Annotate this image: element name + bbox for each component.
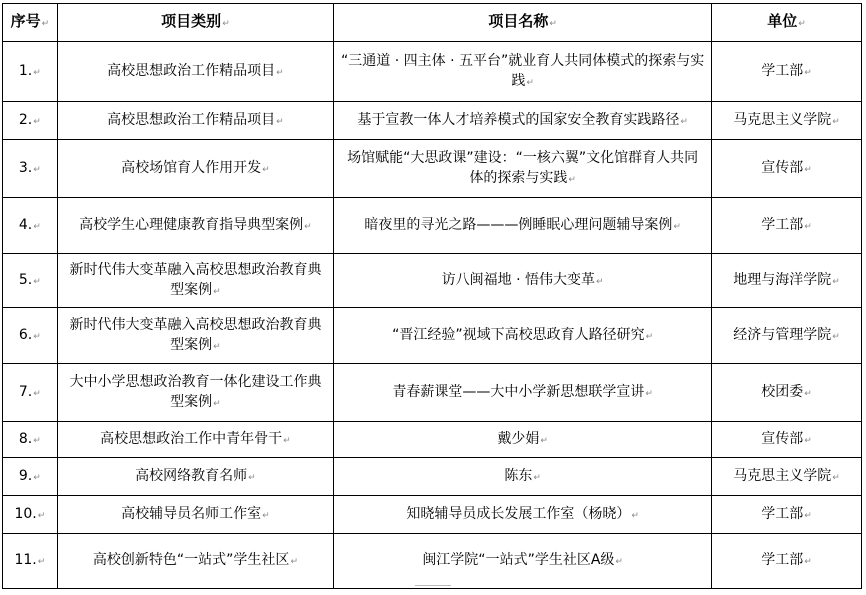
cell-category: 高校思想政治工作精品项目↵	[57, 102, 334, 140]
cell-name: “三通道 · 四主体 · 五平台”就业育人共同体模式的探索与实践↵	[334, 42, 712, 102]
cell-category: 高校学生心理健康教育指导典型案例↵	[57, 198, 334, 254]
cell-unit: 经济与管理学院↵	[712, 308, 862, 364]
cell-no: 4.↵	[3, 198, 58, 254]
cell-name: 访八闽福地 · 悟伟大变革↵	[334, 254, 712, 308]
cell-category: 高校思想政治工作精品项目↵	[57, 42, 334, 102]
cell-category: 高校创新特色“一站式”学生社区↵	[57, 534, 334, 589]
header-unit: 单位↵	[712, 4, 862, 42]
table-row	[3, 102, 862, 140]
table-row	[3, 308, 862, 364]
cell-name: “晋江经验”视域下高校思政育人路径研究↵	[334, 308, 712, 364]
cell-category: 大中小学思想政治教育一体化建设工作典型案例↵	[57, 364, 334, 422]
page-break-mark	[415, 585, 451, 594]
cell-unit: 学工部↵	[712, 198, 862, 254]
header-category: 项目类别↵	[57, 4, 334, 42]
table-row	[3, 422, 862, 458]
cell-name: 场馆赋能“大思政课”建设：“一核六翼”文化馆群育人共同体的探索与实践↵	[334, 140, 712, 198]
table-body	[3, 42, 862, 589]
cell-unit: 学工部↵	[712, 42, 862, 102]
cell-unit: 地理与海洋学院↵	[712, 254, 862, 308]
table-row	[3, 534, 862, 589]
header-name: 项目名称↵	[334, 4, 712, 42]
table-row	[3, 458, 862, 496]
cell-no: 9.↵	[3, 458, 58, 496]
cell-no: 5.↵	[3, 254, 58, 308]
table-row	[3, 140, 862, 198]
table-row	[3, 496, 862, 534]
cell-unit: 宣传部↵	[712, 140, 862, 198]
cell-no: 7.↵	[3, 364, 58, 422]
cell-category: 高校辅导员名师工作室↵	[57, 496, 334, 534]
cell-category: 高校思想政治工作中青年骨干↵	[57, 422, 334, 458]
cell-no: 10.↵	[3, 496, 58, 534]
cell-unit: 马克思主义学院↵	[712, 102, 862, 140]
cell-unit: 学工部↵	[712, 496, 862, 534]
cell-name: 闽江学院“一站式”学生社区A级↵	[334, 534, 712, 589]
cell-category: 新时代伟大变革融入高校思想政治教育典型案例↵	[57, 254, 334, 308]
cell-unit: 马克思主义学院↵	[712, 458, 862, 496]
cell-no: 3.↵	[3, 140, 58, 198]
cell-no: 8.↵	[3, 422, 58, 458]
cell-name: 陈东↵	[334, 458, 712, 496]
project-table	[2, 3, 862, 589]
table-row	[3, 364, 862, 422]
cell-name: 知晓辅导员成长发展工作室（杨晓）↵	[334, 496, 712, 534]
table-row	[3, 254, 862, 308]
cell-category: 新时代伟大变革融入高校思想政治教育典型案例↵	[57, 308, 334, 364]
cell-name: 基于宣教一体人才培养模式的国家安全教育实践路径↵	[334, 102, 712, 140]
header-no: 序号↵	[3, 4, 58, 42]
cell-name: 暗夜里的寻光之路———例睡眠心理问题辅导案例↵	[334, 198, 712, 254]
table-row	[3, 42, 862, 102]
cell-unit: 宣传部↵	[712, 422, 862, 458]
cell-category: 高校网络教育名师↵	[57, 458, 334, 496]
cell-no: 2.↵	[3, 102, 58, 140]
cell-name: 戴少娟↵	[334, 422, 712, 458]
cell-no: 6.↵	[3, 308, 58, 364]
cell-category: 高校场馆育人作用开发↵	[57, 140, 334, 198]
cell-no: 1.↵	[3, 42, 58, 102]
cell-name: 青春薪课堂——大中小学新思想联学宣讲↵	[334, 364, 712, 422]
table-header-row	[3, 4, 862, 42]
table-row	[3, 198, 862, 254]
cell-unit: 学工部↵	[712, 534, 862, 589]
cell-no: 11.↵	[3, 534, 58, 589]
cell-unit: 校团委↵	[712, 364, 862, 422]
